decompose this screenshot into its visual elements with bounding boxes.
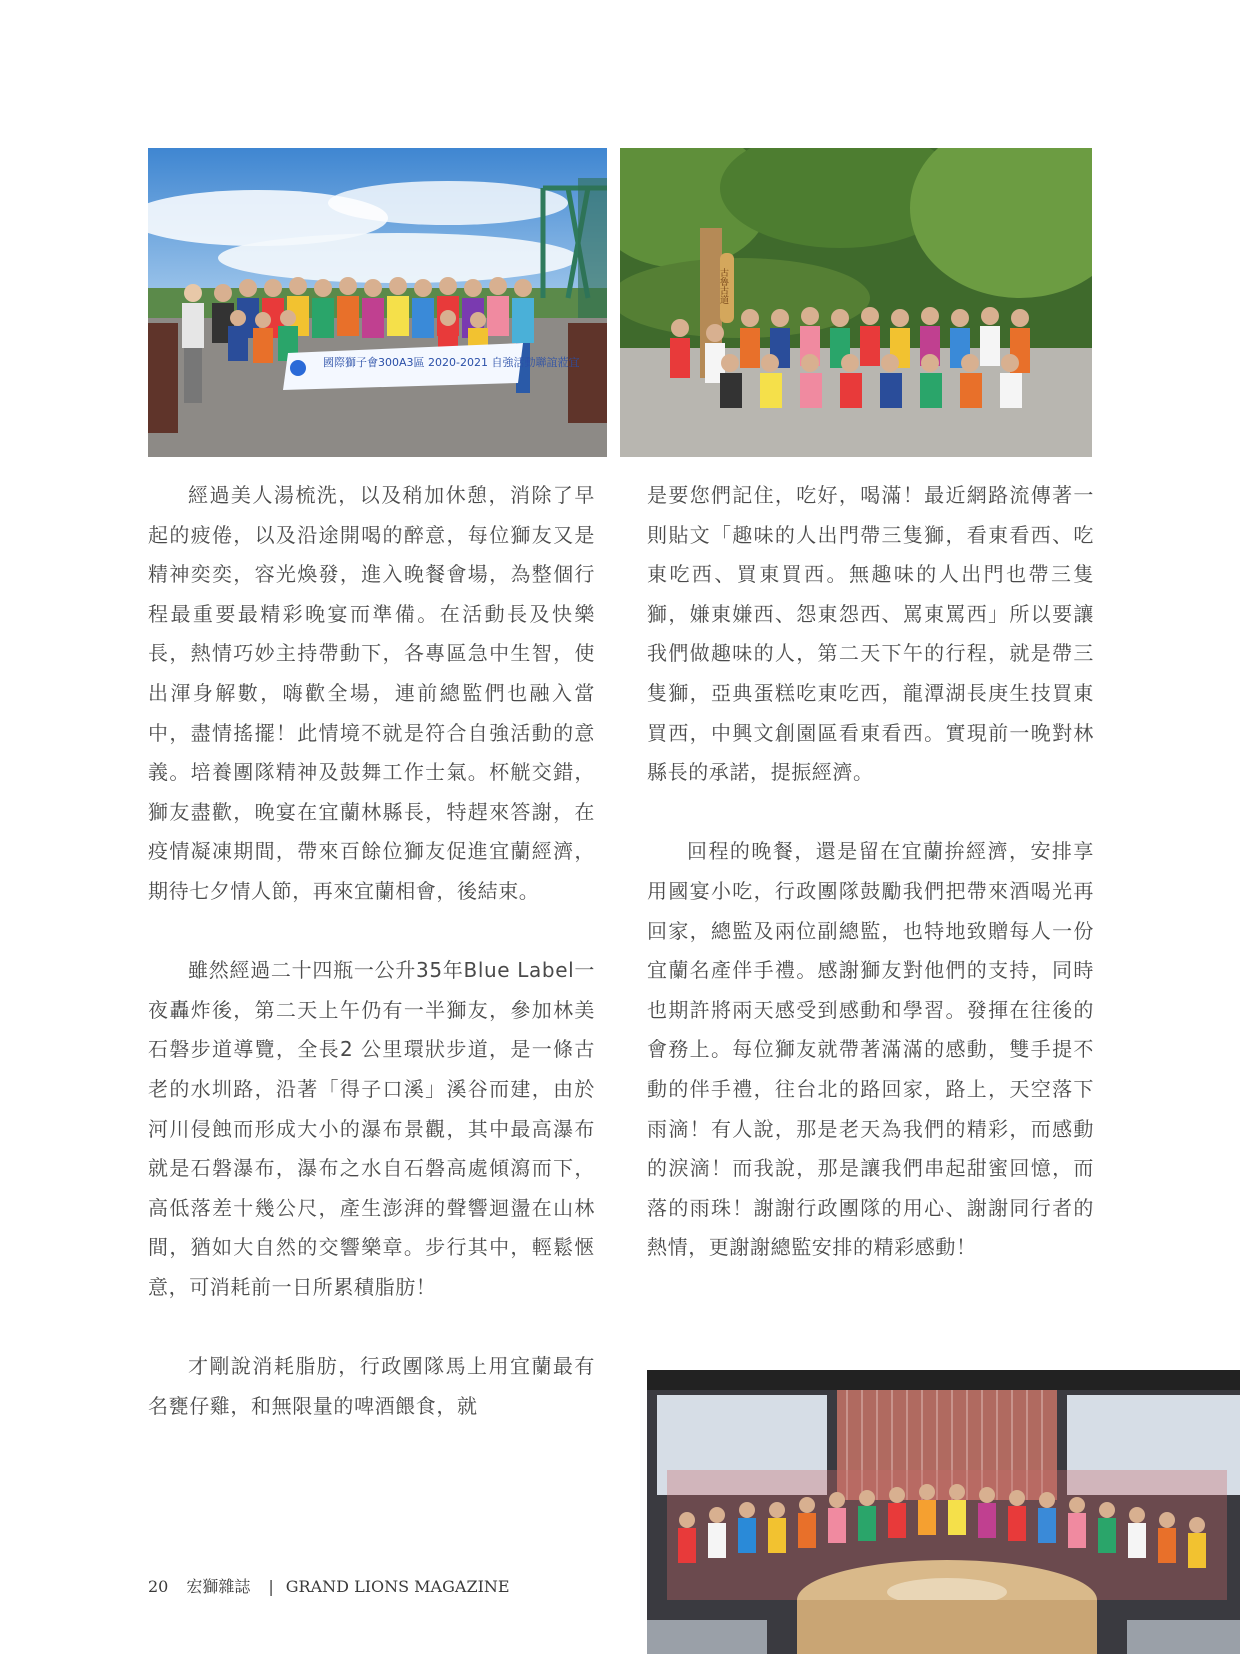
group-photo-bridge — [148, 148, 607, 457]
footer-separator: | — [268, 1577, 274, 1596]
article-right-column — [647, 476, 1094, 1268]
group-photo-forest — [620, 148, 1092, 457]
magazine-name-en: GRAND LIONS MAGAZINE — [285, 1577, 510, 1596]
article-paragraph: 回程的晚餐，還是留在宜蘭拚經濟，安排享用國宴小吃，行政團隊鼓勵我們把帶來酒喝光再回家，總監及兩位副總監，也特地致贈每人一份宜蘭名產伴手禮。感謝獅友對他們的支持，同時也期許將兩天感受到感動和學習。發揮在往後的會務上。每位獅友就帶著滿滿的感動，雙手提不動的伴手禮，往台北的路回家，路上，天空落下雨滴！有人說，那是老天為我們的精彩，而感動的淚滴！而我說，那是讓我們串起甜蜜回憶，而落的雨珠！謝謝行政團隊的用心、謝謝同行者的熱情，更謝謝總監安排的精彩感動！ — [647, 839, 1094, 1260]
article-paragraph: 經過美人湯梳洗，以及稍加休憩，消除了早起的疲倦，以及沿途開喝的醉意，每位獅友又是精神奕奕，容光煥發，進入晚餐會場，為整個行程最重要最精彩晚宴而準備。在活動長及快樂長，熱情巧妙主持帶動下，各專區急中生智，使出渾身解數，嗨歡全場，連前總監們也融入當中，盡情搖擺！此情境不就是符合自強活動的意義。培養團隊精神及鼓舞工作士氣。杯觥交錯，獅友盡歡，晚宴在宜蘭林縣長，特趕來答謝，在疫情凝凍期間，帶來百餘位獅友促進宜蘭經濟，期待七夕情人節，再來宜蘭相會，後結束。 — [148, 483, 595, 903]
magazine-name-zh: 宏獅雜誌 — [186, 1577, 251, 1596]
banner-text: 國際獅子會300A3區 2020-2021 自強活動聯誼蒞宜 — [323, 356, 580, 369]
article-paragraph: 雖然經過二十四瓶一公升35年Blue Label一夜轟炸後，第二天上午仍有一半獅友，參加林美石磐步道導覽，全長2 公里環狀步道，是一條古老的水圳路，沿著「得子口溪」溪谷而建，由於河川侵蝕而形成大小的瀑布景觀，其中最高瀑布就是石磐瀑布，瀑布之水自石磐高處傾瀉而下，高低落差十幾公尺，產生澎湃的聲響迴盪在山林間，猶如大自然的交響樂章。步行其中，輕鬆愜意，可消耗前一日所累積脂肪！ — [148, 958, 595, 1299]
article-paragraph: 是要您們記住，吃好，喝滿！最近網路流傳著一則貼文「趣味的人出門帶三隻獅，看東看西、吃東吃西、買東買西。無趣味的人出門也帶三隻獅，嫌東嫌西、怨東怨西、罵東罵西」所以要讓我們做趣味的人，第二天下午的行程，就是帶三隻獅，亞典蛋糕吃東吃西，龍潭湖長庚生技買東買西，中興文創園區看東看西。實現前一晚對林縣長的承諾，提振經濟。 — [647, 483, 1094, 785]
sign-text: 古魯古道 — [718, 268, 728, 304]
page-footer — [148, 1574, 528, 1597]
article-left-column — [148, 476, 595, 1426]
article-paragraph: 才剛說消耗脂肪，行政團隊馬上用宜蘭最有名甕仔雞，和無限量的啤酒餵食，就 — [148, 1354, 595, 1418]
page-number: 20 — [148, 1577, 169, 1596]
group-photo-banquet — [647, 1370, 1240, 1654]
